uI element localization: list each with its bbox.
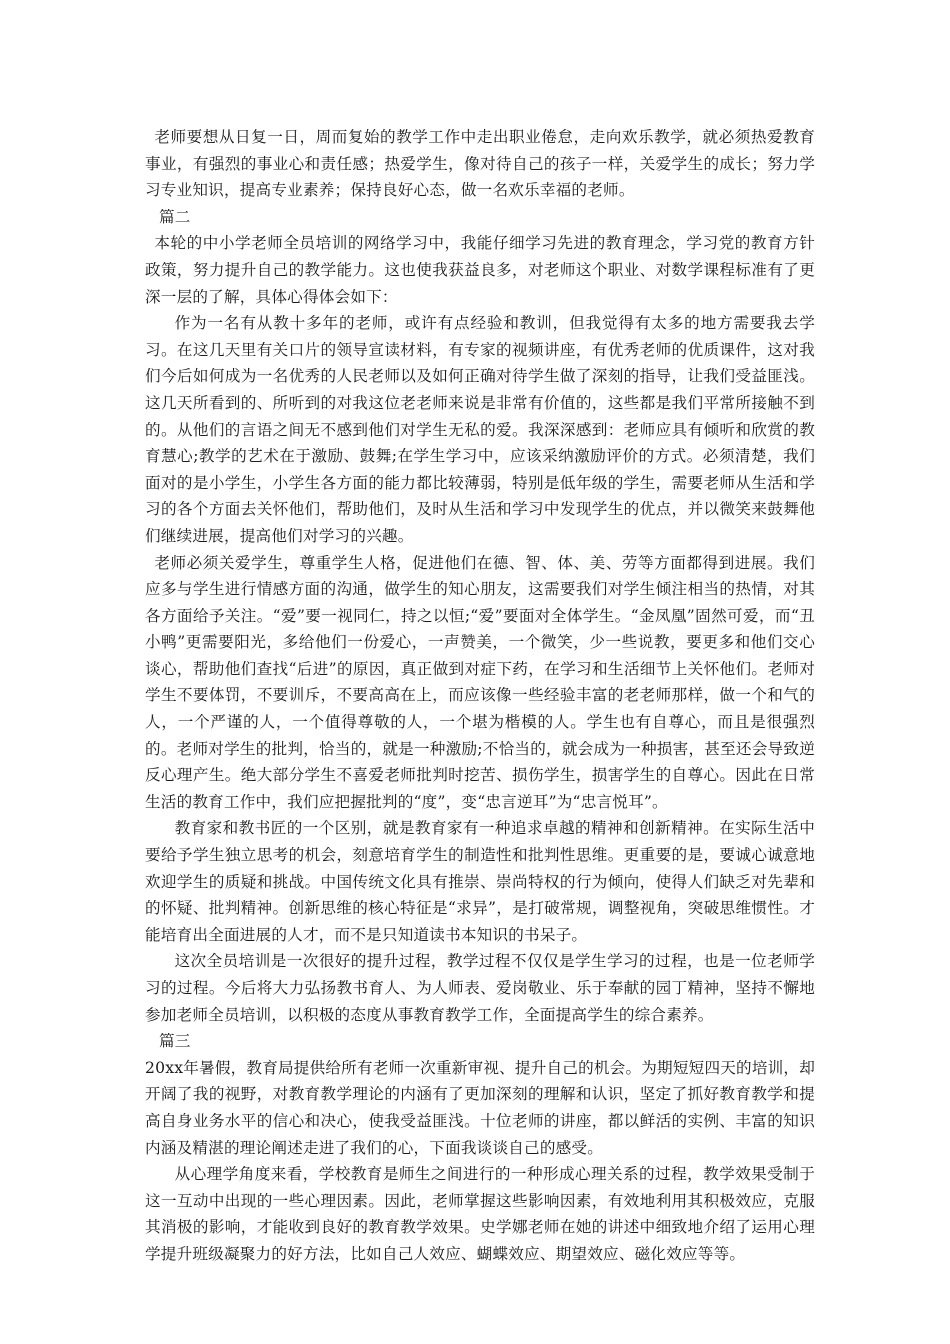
paragraph-4: 老师必须关爱学生，尊重学生人格，促进他们在德、智、体、美、劳等方面都得到进展。我们应多与学生进行情感方面的沟通，做学生的知心朋友，这需要我们对学生倾注相当的热情，对其各方面给予关注。“爱”要一视同仁，持之以恒;“爱”要面对全体学生。“金凤凰”固然可爱，而“丑小鸭”更需要阳光，多给他们一份爱心，一声赞美，一个微笑，少一些说教，要更多和他们交心谈心，帮助他们查找“后进”的原因，真正做到对症下药，在学习和生活细节上关怀他们。老师对学生不要体罚，不要训斥，不要高高在上，而应该像一些经验丰富的老老师那样，做一个和气的人，一个严谨的人，一个值得尊敬的人，一个堪为楷模的人。学生也有自尊心，而且是很强烈的。老师对学生的批判，恰当的，就是一种激励;不恰当的，就会成为一种损害，甚至还会导致逆反心理产生。绝大部分学生不喜爱老师批判时挖苦、损伤学生，损害学生的自尊心。因此在日常生活的教育工作中，我们应把握批判的“度”，变“忠言逆耳”为“忠言悦耳”。 [145, 553, 815, 811]
paragraph-8: 从心理学角度来看，学校教育是师生之间进行的一种形成心理关系的过程，教学效果受制于这一互动中出现的一些心理因素。因此，老师掌握这些影响因素，有效地利用其积极效应，克服其消极的影响，才能收到良好的教育教学效果。史学娜老师在她的讲述中细致地介绍了运用心理学提升班级凝聚力的好方法，比如自己人效应、蝴蝶效应、期望效应、磁化效应等等。 [145, 1165, 815, 1263]
paragraph-6: 这次全员培训是一次很好的提升过程，教学过程不仅仅是学生学习的过程，也是一位老师学习的过程。今后将大力弘扬教书育人、为人师表、爱岗敬业、乐于奉献的园丁精神，坚持不懈地参加老师全员培训，以积极的态度从事教育教学工作，全面提高学生的综合素养。 [145, 952, 815, 1024]
paragraph-1: 老师要想从日复一日，周而复始的教学工作中走出职业倦怠，走向欢乐教学，就必须热爱教育事业，有强烈的事业心和责任感；热爱学生，像对待自己的孩子一样，关爱学生的成长；努力学习专业知识，提高专业素养；保持良好心态，做一名欢乐幸福的老师。 [145, 128, 815, 200]
paragraph-7: 20xx年暑假，教育局提供给所有老师一次重新审视、提升自己的机会。为期短短四天的培训，却开阔了我的视野，对教育教学理论的内涵有了更加深刻的理解和认识，坚定了抓好教育教学和提高自身业务水平的信心和决心，使我受益匪浅。十位老师的讲座，都以鲜活的实例、丰富的知识内涵及精湛的理论阐述走进了我们的心，下面我谈谈自己的感受。 [145, 1058, 815, 1157]
paragraph-2: 本轮的中小学老师全员培训的网络学习中，我能仔细学习先进的教育理念，学习党的教育方针政策，努力提升自己的教学能力。这也使我获益良多，对老师这个职业、对数学课程标准有了更深一层的了解，具体心得体会如下： [145, 234, 815, 306]
document-page [145, 124, 815, 1268]
paragraph-3: 作为一名有从教十多年的老师，或许有点经验和教训，但我觉得有太多的地方需要我去学习。在这几天里有关口片的领导宣读材料，有专家的视频讲座，有优秀老师的优质课件，这对我们今后如何成为一名优秀的人民老师以及如何正确对待学生做了深刻的指导，让我们受益匪浅。这几天所看到的、所听到的对我这位老老师来说是非常有价值的，这些都是我们平常所接触不到的。从他们的言语之间无不感到他们对学生无私的爱。我深深感到：老师应具有倾听和欣赏的教育慧心;教学的艺术在于激励、鼓舞;在学生学习中，应该采纳激励评价的方式。必须清楚，我们面对的是小学生，小学生各方面的能力都比较薄弱，特别是低年级的学生，需要老师从生活和学习的各个方面去关怀他们，帮助他们，及时从生活和学习中发现学生的优点，并以微笑来鼓舞他们继续进展，提高他们对学习的兴趣。 [145, 314, 815, 545]
section-heading-3: 篇三 [159, 1032, 191, 1051]
section-heading-2: 篇二 [159, 207, 191, 226]
paragraph-5: 教育家和教书匠的一个区别，就是教育家有一种追求卓越的精神和创新精神。在实际生活中要给予学生独立思考的机会，刻意培育学生的制造性和批判性思维。更重要的是，要诚心诚意地欢迎学生的质疑和挑战。中国传统文化具有推崇、崇尚特权的行为倾向，使得人们缺乏对先辈和的怀疑、批判精神。创新思维的核心特征是“求异”，是打破常规，调整视角，突破思维惯性。才能培育出全面进展的人才，而不是只知道读书本知识的书呆子。 [145, 819, 815, 944]
